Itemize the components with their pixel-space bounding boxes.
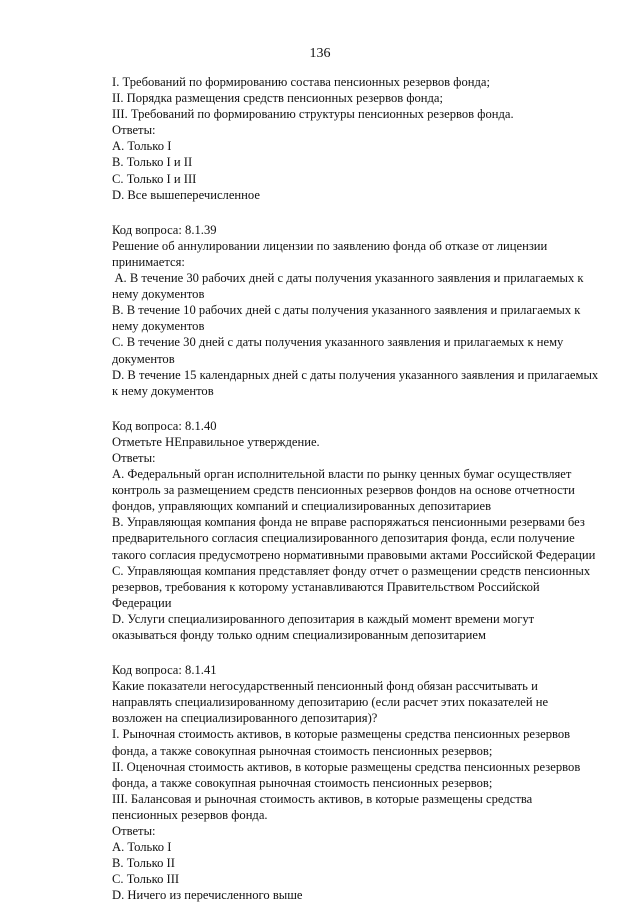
text-line: Код вопроса: 8.1.40 bbox=[112, 418, 217, 433]
question-block bbox=[112, 74, 622, 203]
question-block bbox=[112, 662, 622, 903]
text-line: фондов, управляющих компаний и специализированных депозитариев bbox=[112, 499, 492, 514]
text-line: B. Только II bbox=[112, 856, 175, 871]
text-line: резервов, требования к которому устанавливаются Правительством Российской bbox=[112, 579, 540, 594]
text-line: Какие показатели негосударственный пенсионный фонд обязан рассчитывать и bbox=[112, 679, 538, 694]
text-line: D. Все вышеперечисленное bbox=[112, 187, 260, 202]
text-line: C. Управляющая компания представляет фонду отчет о размещении средств пенсионных bbox=[112, 563, 591, 578]
text-line: II. Оценочная стоимость активов, в которые размещены средства пенсионных резервов bbox=[112, 759, 581, 774]
text-line: Отметьте НЕправильное утверждение. bbox=[112, 434, 320, 449]
text-line: Ответы: bbox=[112, 123, 156, 138]
text-line: A. Только I bbox=[112, 139, 172, 154]
text-line: II. Порядка размещения средств пенсионных резервов фонда; bbox=[112, 91, 444, 106]
text-line: фонда, а также совокупная рыночная стоимость пенсионных резервов; bbox=[112, 743, 493, 758]
text-line: C. Только III bbox=[112, 872, 180, 887]
page-number: 136 bbox=[309, 46, 331, 61]
text-line: Код вопроса: 8.1.41 bbox=[112, 663, 217, 678]
text-line: B. Только I и II bbox=[112, 155, 193, 170]
text-line: такого согласия предусмотрено нормативными правовыми актами Российской Федерации bbox=[112, 547, 596, 562]
text-line: A. Только I bbox=[112, 840, 172, 855]
text-line: направлять специализированному депозитарию (если расчет этих показателей не bbox=[112, 695, 549, 710]
text-line: D. Услуги специализированного депозитария в каждый момент времени могут bbox=[112, 611, 535, 626]
text-line: контроль за размещением средств пенсионных резервов фондов на основе отчетности bbox=[112, 483, 575, 498]
text-line: III. Балансовая и рыночная стоимость активов, в которые размещены средства bbox=[112, 791, 533, 806]
text-line: нему документов bbox=[112, 287, 205, 302]
text-line: возложен на специализированного депозитария)? bbox=[112, 711, 378, 726]
text-line: Решение об аннулировании лицензии по заявлению фонда об отказе от лицензии bbox=[112, 238, 548, 253]
text-line: B. Управляющая компания фонда не вправе распоряжаться пенсионными резервами без bbox=[112, 515, 585, 530]
text-line: к нему документов bbox=[112, 383, 214, 398]
text-line: Код вопроса: 8.1.39 bbox=[112, 222, 217, 237]
text-line: принимается: bbox=[112, 254, 185, 269]
text-line: I. Требований по формированию состава пенсионных резервов фонда; bbox=[112, 75, 490, 89]
text-line: A. В течение 30 рабочих дней с даты получения указанного заявления и прилагаемых к bbox=[112, 271, 584, 286]
text-line: C. В течение 30 дней с даты получения указанного заявления и прилагаемых к нему bbox=[112, 335, 564, 350]
text-line: нему документов bbox=[112, 319, 205, 334]
text-line: документов bbox=[112, 351, 175, 366]
text-line: D. Ничего из перечисленного выше bbox=[112, 888, 303, 903]
text-line: III. Требований по формированию структуры пенсионных резервов фонда. bbox=[112, 107, 514, 122]
text-line: Ответы: bbox=[112, 824, 156, 839]
text-line: A. Федеральный орган исполнительной власти по рынку ценных бумаг осуществляет bbox=[112, 467, 572, 482]
block-gap bbox=[112, 643, 622, 662]
text-line: оказываться фонду только одним специализированным депозитарием bbox=[112, 628, 486, 642]
text-line: C. Только I и III bbox=[112, 171, 197, 186]
text-line: I. Рыночная стоимость активов, в которые размещены средства пенсионных резервов bbox=[112, 727, 571, 742]
text-line: B. В течение 10 рабочих дней с даты получения указанного заявления и прилагаемых к bbox=[112, 303, 581, 318]
text-line: Ответы: bbox=[112, 450, 156, 465]
text-line: фонда, а также совокупная рыночная стоимость пенсионных резервов; bbox=[112, 775, 493, 790]
text-line: D. В течение 15 календарных дней с даты получения указанного заявления и прилагаемых bbox=[112, 367, 599, 382]
text-line: пенсионных резервов фонда. bbox=[112, 807, 268, 822]
text-line: Федерации bbox=[112, 595, 172, 610]
block-gap bbox=[112, 203, 622, 222]
question-block bbox=[112, 222, 622, 399]
block-gap bbox=[112, 399, 622, 418]
text-line: предварительного согласия специализированного депозитария фонда, если получение bbox=[112, 531, 575, 546]
question-block bbox=[112, 418, 622, 643]
page-content bbox=[112, 74, 622, 904]
